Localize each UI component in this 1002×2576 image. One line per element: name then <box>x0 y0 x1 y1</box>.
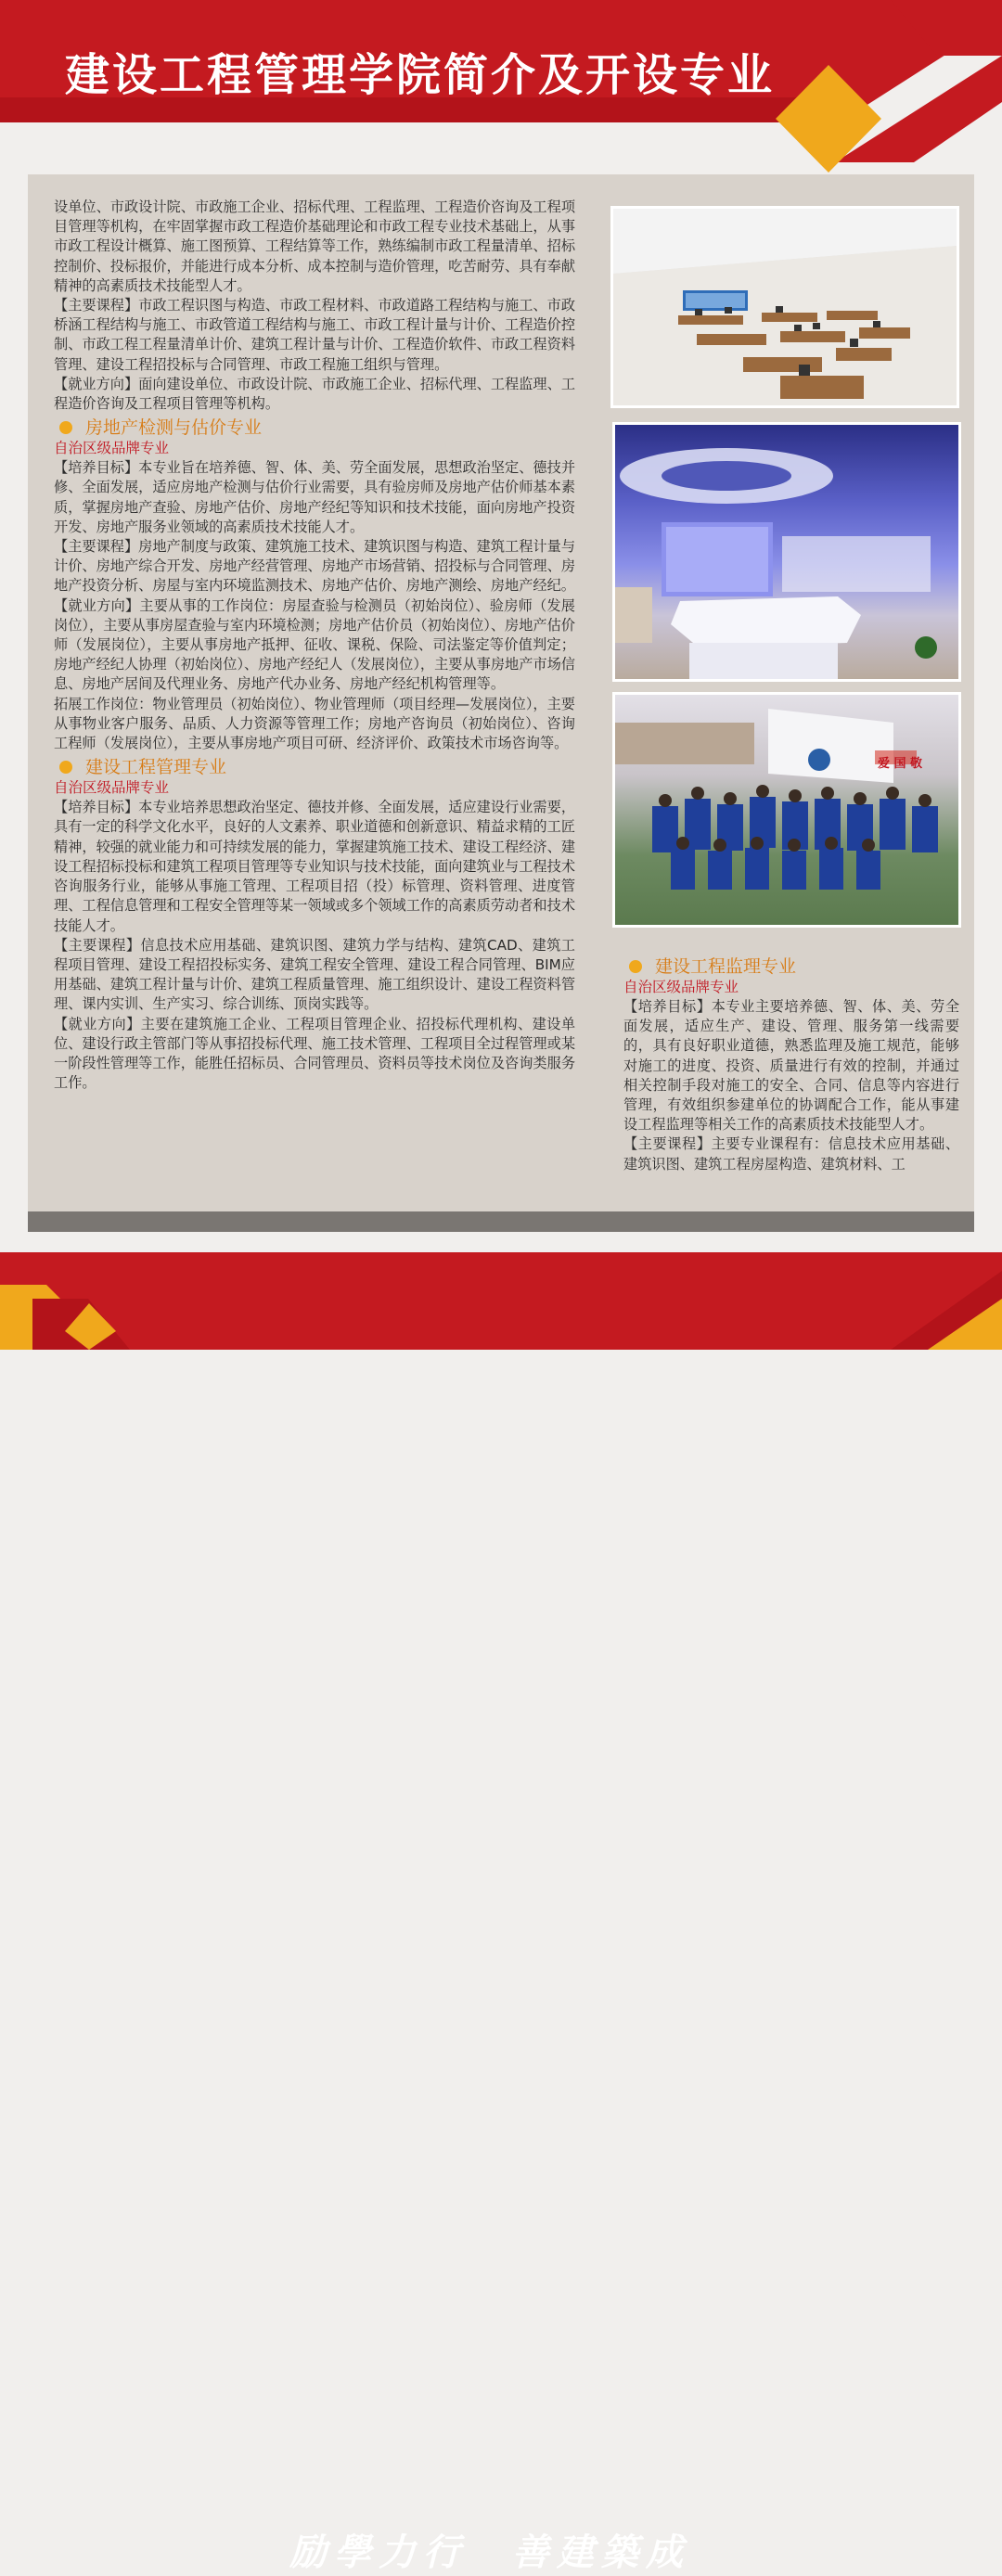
intro-paragraph: 设单位、市政设计院、市政施工企业、招标代理、工程监理、工程造价咨询及工程项目管理等机构，在牢固掌握市政工程造价基础理论和市政工程专业技术基础上，从事市政工程设计概算、施工图预算、工程结算等工作，熟练编制市政工程量清单、招标控制价、投标报价，并能进行成本分析、成本控制与造价管理，吃苦耐劳、具有奉献精神的高素质技术技能型人才。 <box>54 199 575 294</box>
realestate-employment: 【就业方向】主要从事的工作岗位：房屋查验与检测员（初始岗位）、验房师（发展岗位），主要从事房屋查验与室内环境检测；房地产估价员（初始岗位）、房地产估价师（发展岗位），主要从事房地产抵押、征收、课税、保险、司法鉴定等价值判定；房地产经纪人协理（初始岗位）、房地产经纪人（发展岗位），主要从事房地产市场信息、房地产居间及代理业务、房地产代办业务、房地产经纪机构管理等。 <box>54 596 575 693</box>
bullet-dot-icon <box>59 421 72 434</box>
bullet-dot-icon <box>629 960 642 973</box>
brand-badge: 自治区级品牌专业 <box>54 779 170 797</box>
supervision-goal: 【培养目标】本专业主要培养德、智、体、美、劳全面发展，适应生产、建设、管理、服务第一线需要的，具有良好职业道德，熟悉监理及施工规范，能够对施工的进度、投资、质量进行有效的控制，并通过相关控制手段对施工的安全、合同、信息等内容进行管理，有效组织参建单位的协调配合工作，能从事建设工程监理等相关工作的高素质技术技能型人才。 <box>623 998 959 1134</box>
supervision-courses: 【主要课程】主要专业课程有：信息技术应用基础、建筑识图、建筑工程房屋构造、建筑材料、工 <box>623 1135 959 1173</box>
photo-computer-lab <box>610 206 959 408</box>
section-title-text: 房地产检测与估价专业 <box>85 417 263 439</box>
section-title-construction <box>54 756 575 778</box>
header-banner <box>0 0 1002 176</box>
footer-slogan: 励學力行 善建築成 <box>289 2531 690 2574</box>
brand-badge: 自治区级品牌专业 <box>54 440 170 457</box>
banner-words: 爱 国 敬 <box>878 757 923 771</box>
football-team-illustration <box>615 695 958 925</box>
realestate-goal: 【培养目标】本专业旨在培养德、智、体、美、劳全面发展，思想政治坚定、德技并修、全面发展，适应房地产检测与估价行业需要，具有验房师及房地产估价师基本素质，掌握房地产查验、房地产估价、房地产经纪等知识和技术技能，面向房地产投资开发、房地产服务业领域的高素质技术技能人才。 <box>54 459 575 535</box>
photo-blue-lab <box>612 422 961 682</box>
bullet-dot-icon <box>59 761 72 774</box>
footer-background <box>0 1252 1002 1350</box>
left-column <box>54 198 575 1093</box>
footer-banner <box>0 1252 1002 2574</box>
blue-lab-illustration <box>615 425 958 679</box>
realestate-courses: 【主要课程】房地产制度与政策、建筑施工技术、建筑识图与构造、建筑工程计量与计价、房地产综合开发、房地产经营管理、房地产市场营销、招投标与合同管理、房地产投资分析、房屋与室内环境监测技术、房地产估价、房地产测绘、房地产经纪。 <box>54 538 575 595</box>
construction-employment: 【就业方向】主要在建筑施工企业、工程项目管理企业、招投标代理机构、建设单位、建设行政主管部门等从事招投标代理、施工技术管理、工程项目全过程管理或某一阶段性管理等工作，能胜任招标员、合同管理员、资料员等技术岗位及咨询类服务工作。 <box>54 1015 575 1092</box>
right-column <box>623 953 959 1174</box>
computer-lab-illustration <box>613 209 957 405</box>
section-title-supervision <box>623 955 959 978</box>
section-title-text: 建设工程管理专业 <box>85 757 227 778</box>
construction-goal: 【培养目标】本专业培养思想政治坚定、德技并修、全面发展，适应建设行业需要，具有一定的科学文化水平，良好的人文素养、职业道德和创新意识、精益求精的工匠精神，较强的就业能力和可持续发展的能力，掌握建筑施工技术、建设工程经济、建设工程招标投标和建筑工程项目管理等专业知识与技术技能，面向建筑业与工程技术咨询服务行业，能够从事施工管理、工程项目招（投）标管理、资料管理、进度管理、工程信息管理和工程安全管理等某一领域或多个领域工作的高素质劳动者和技术技能人才。 <box>54 799 575 934</box>
page-title: 建设工程管理学院简介及开设专业 <box>65 49 776 101</box>
realestate-extended: 拓展工作岗位：物业管理员（初始岗位）、物业管理师（项目经理—发展岗位），主要从事物业客户服务、品质、人力资源等管理工作；房地产咨询员（初始岗位）、咨询工程师（发展岗位），主要从事房地产项目可研、经济评价、政策技术市场咨询等。 <box>54 695 575 752</box>
brand-badge: 自治区级品牌专业 <box>623 979 739 995</box>
panel-shadow <box>28 1211 974 1232</box>
section-title-text: 建设工程监理专业 <box>655 956 797 977</box>
photo-football-team <box>612 692 961 928</box>
intro-courses: 【主要课程】市政工程识图与构造、市政工程材料、市政道路工程结构与施工、市政桥涵工程结构与施工、市政管道工程结构与施工、市政工程计量与计价、工程造价控制、市政工程工程量清单计价、建筑工程计量与计价、工程造价软件、市政工程资料管理、建设工程招投标与合同管理、市政工程施工组织与管理。 <box>54 297 575 373</box>
section-title-realestate <box>54 417 575 439</box>
construction-courses: 【主要课程】信息技术应用基础、建筑识图、建筑力学与结构、建筑CAD、建筑工程项目管理、建设工程招投标实务、建筑工程安全管理、建设工程合同管理、BIM应用基础、建筑工程计量与计价、建筑工程质量管理、施工组织设计、建设工程资料管理、课内实训、生产实习、综合训练、顶岗实践等。 <box>54 936 575 1013</box>
intro-employment: 【就业方向】面向建设单位、市政设计院、市政施工企业、招标代理、工程监理、工程造价咨询及工程项目管理等机构。 <box>54 375 575 413</box>
